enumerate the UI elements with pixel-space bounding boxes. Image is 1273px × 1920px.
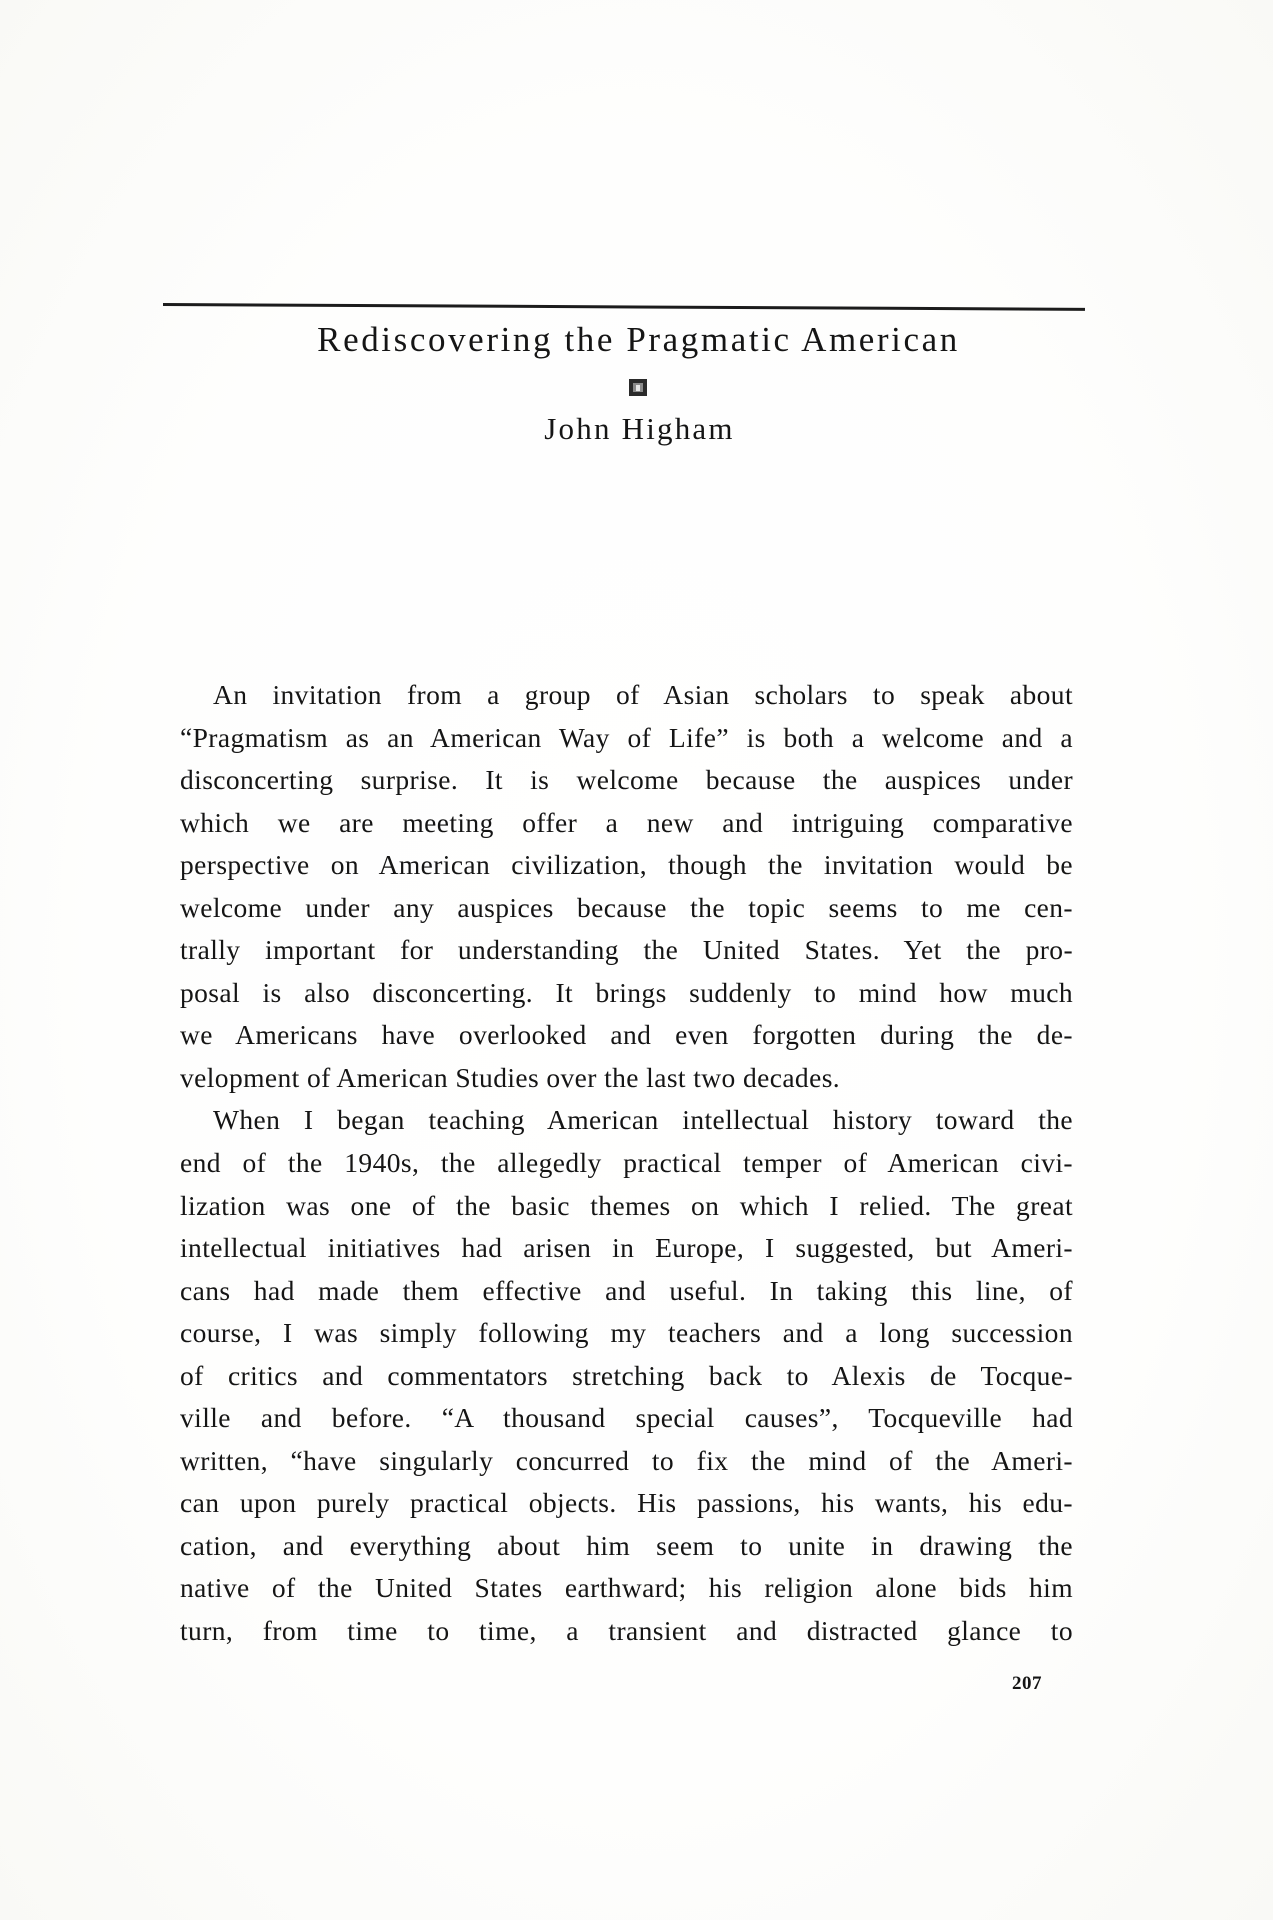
text-line: cation, and everything about him seem to unite in drawing the: [180, 1529, 1073, 1561]
article-author: John Higham: [544, 411, 735, 446]
text-line: lization was one of the basic themes on which I relied. The great: [180, 1189, 1073, 1221]
text-line: can upon purely practical objects. His passions, his wants, his edu-: [180, 1487, 1073, 1519]
text-line: An invitation from a group of Asian scholars to speak about: [213, 679, 1073, 710]
page-number: 207: [1012, 1673, 1042, 1694]
text-line: course, I was simply following my teachers and a long succession: [180, 1317, 1073, 1349]
text-line: perspective on American civilization, though the invitation would be: [180, 849, 1073, 881]
text-line: posal is also disconcerting. It brings suddenly to mind how much: [180, 976, 1073, 1008]
article-title: Rediscovering the Pragmatic American: [317, 320, 960, 359]
text-line: intellectual initiatives had arisen in Europe, I suggested, but Ameri-: [180, 1232, 1073, 1264]
text-line: written, “have singularly concurred to fix the mind of the Ameri-: [180, 1444, 1073, 1476]
text-line: which we are meeting offer a new and intriguing comparative: [180, 806, 1073, 838]
text-line: turn, from time to time, a transient and distracted glance to: [180, 1615, 1073, 1647]
paragraph-2: [180, 1099, 1073, 1652]
text-line: we Americans have overlooked and even forgotten during the de-: [180, 1019, 1073, 1051]
article-body: [180, 674, 1073, 1653]
text-line: of critics and commentators stretching back to Alexis de Tocque-: [180, 1359, 1073, 1391]
text-line: ville and before. “A thousand special causes”, Tocqueville had: [180, 1402, 1073, 1434]
text-line: native of the United States earthward; his religion alone bids him: [180, 1572, 1073, 1604]
square-ornament-icon: [629, 379, 647, 396]
text-line: end of the 1940s, the allegedly practical temper of American civi-: [180, 1147, 1073, 1179]
text-line: trally important for understanding the United States. Yet the pro-: [180, 934, 1073, 966]
text-line: cans had made them effective and useful. In taking this line, of: [180, 1274, 1073, 1306]
paragraph-1: [180, 674, 1073, 1099]
text-line: When I began teaching American intellectual history toward the: [213, 1104, 1073, 1136]
text-line: disconcerting surprise. It is welcome because the auspices under: [180, 764, 1073, 796]
text-line: velopment of American Studies over the last two decades.: [180, 1061, 841, 1093]
text-line: “Pragmatism as an American Way of Life” is both a welcome and a: [180, 721, 1073, 753]
text-line: welcome under any auspices because the topic seems to me cen-: [180, 891, 1073, 923]
